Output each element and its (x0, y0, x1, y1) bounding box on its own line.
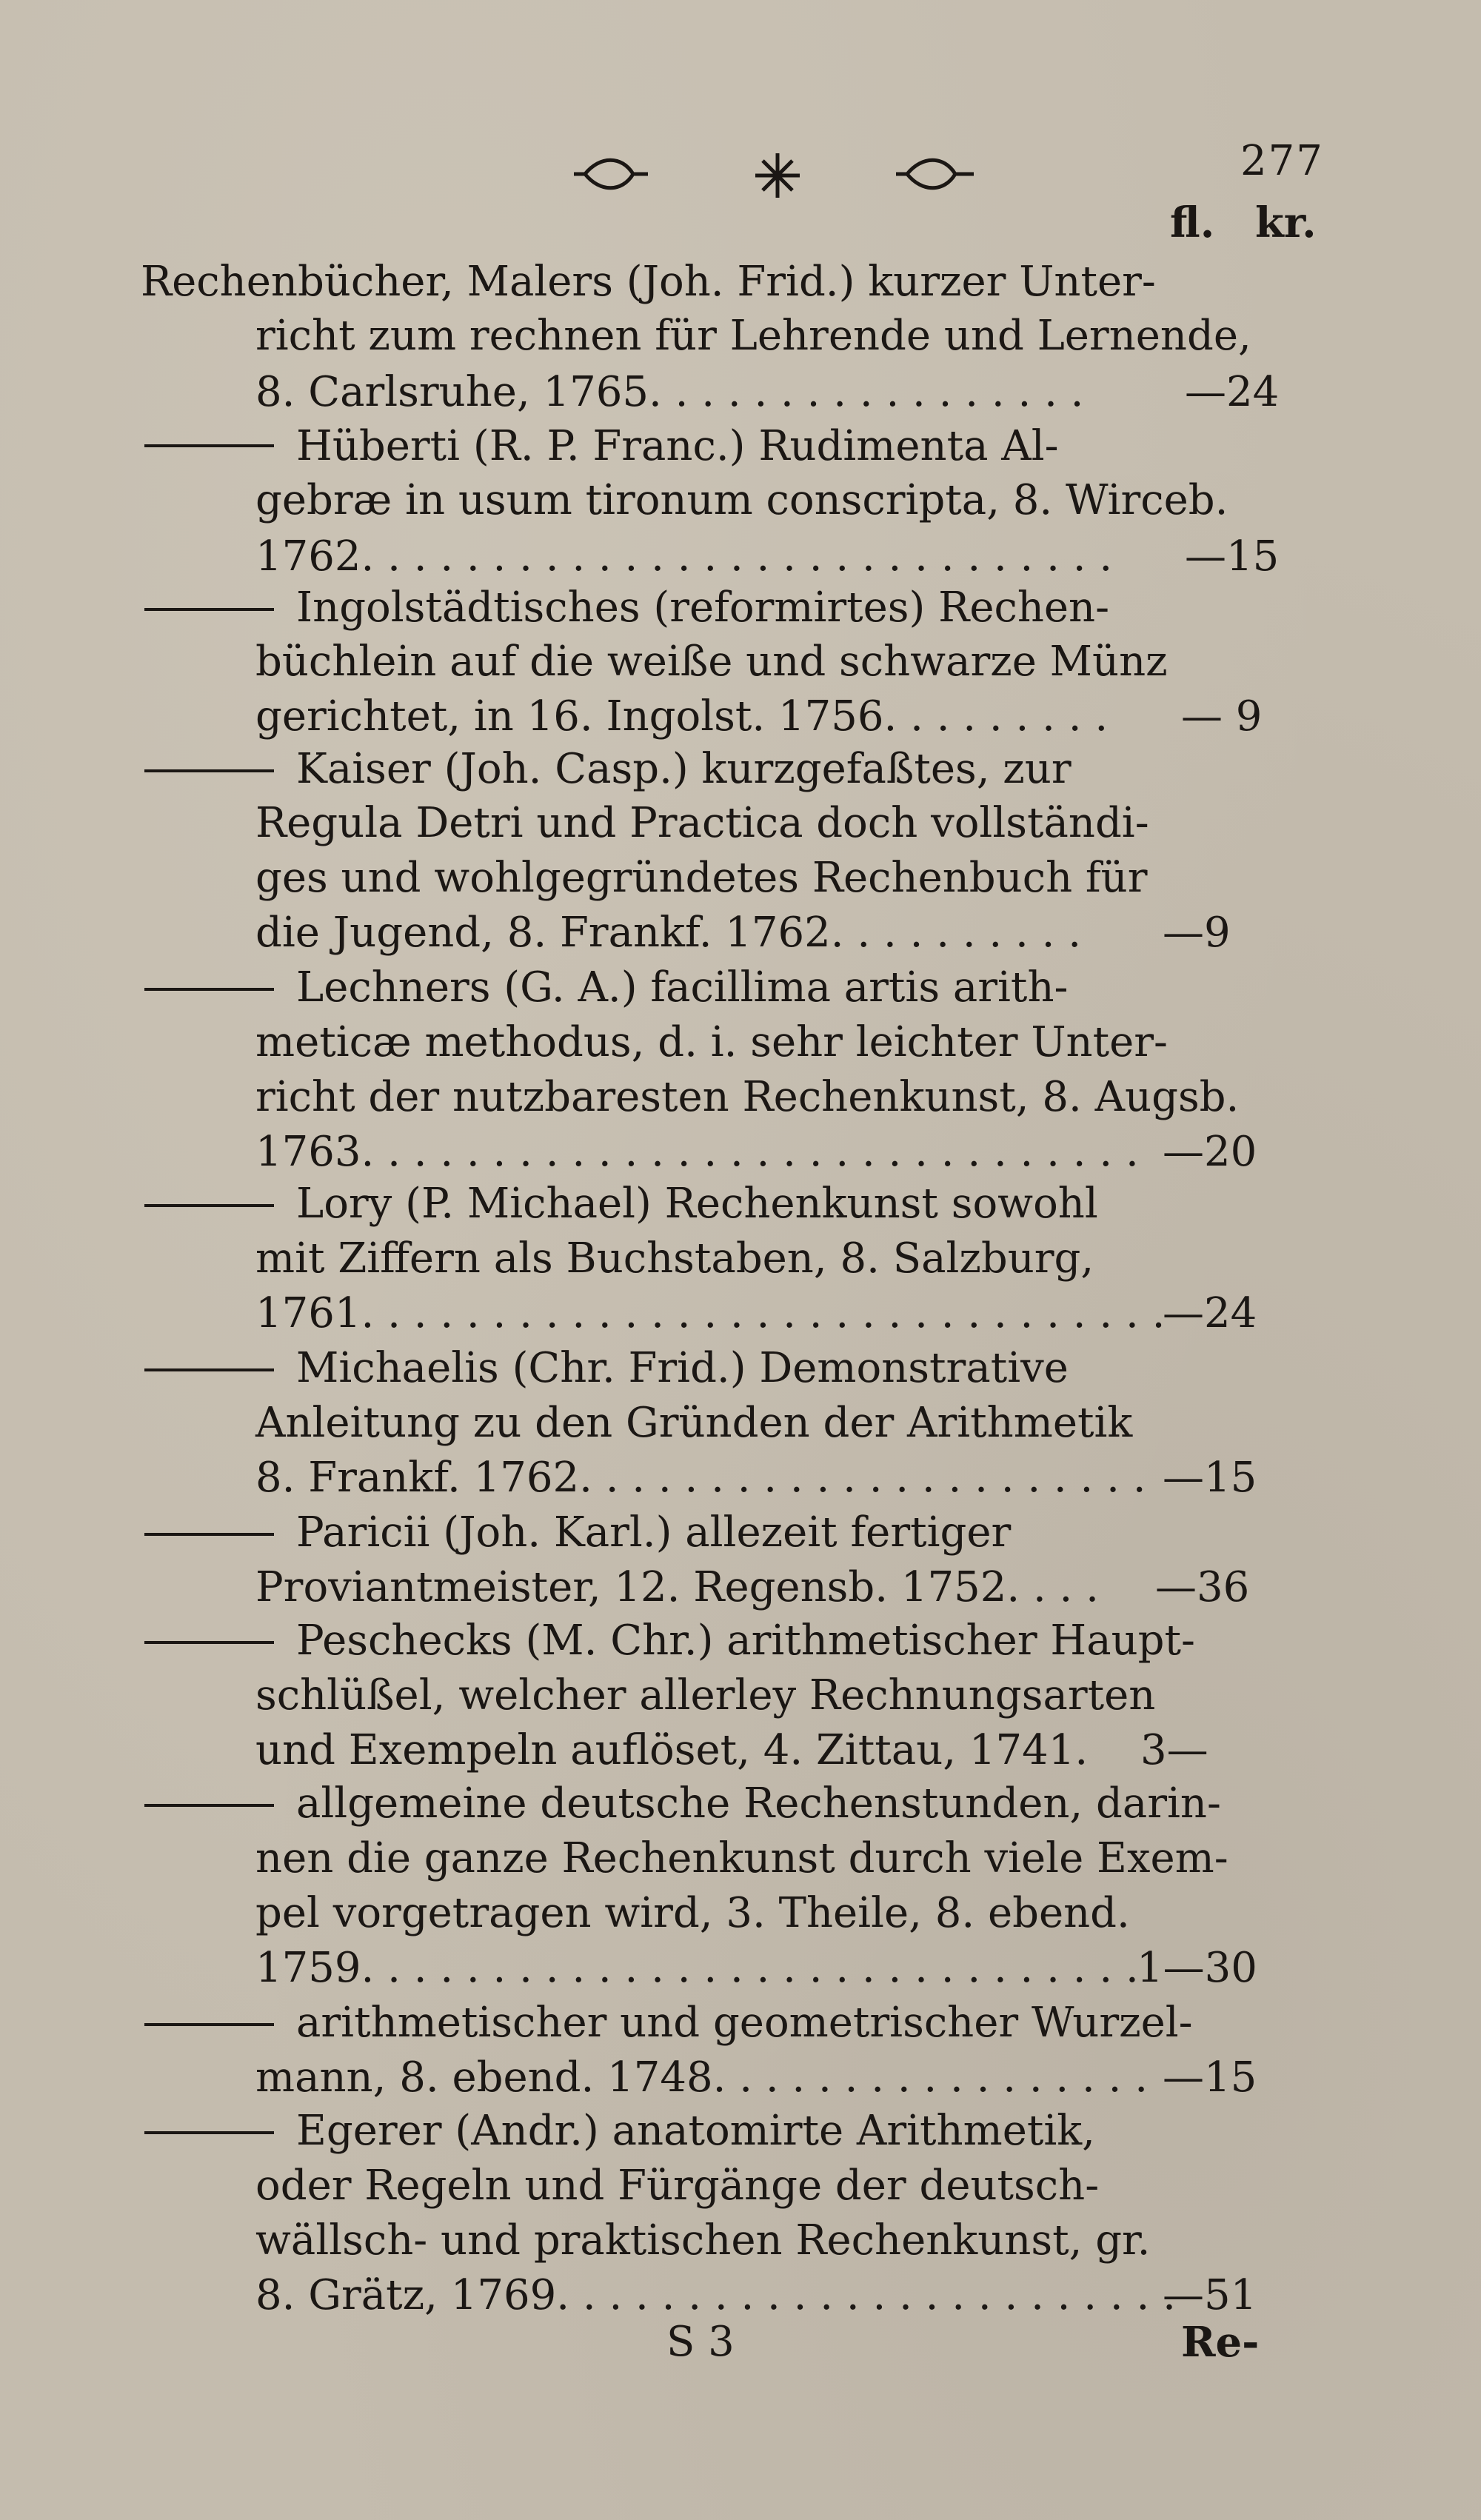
entry-line: ges und wohlgegründetes Rechenbuch für (255, 854, 1148, 902)
entry-line: Kaiser (Joh. Casp.) kurzgefaßtes, zur (296, 745, 1072, 793)
entry-line: Ingolstädtisches (reformirtes) Rechen- (296, 584, 1110, 632)
entry-price: —24 (1163, 1289, 1257, 1337)
signature-mark: S 3 (666, 2318, 735, 2366)
entry-line: und Exempeln auflöset, 4. Zittau, 1741. (255, 1726, 1089, 1774)
entry-price: —9 (1163, 909, 1231, 957)
entry-line: 8. Carlsruhe, 1765. . . . . . . . . . . . . . . . . (255, 368, 1084, 416)
entry-price: 3— (1140, 1726, 1208, 1774)
entry-line: Rechenbücher, Malers (Joh. Frid.) kurzer Unter- (141, 258, 1156, 306)
entry-price: —20 (1163, 1128, 1257, 1176)
page-number: 277 (1240, 137, 1324, 185)
entry-line: richt der nutzbaresten Rechenkunst, 8. Augsb. (255, 1073, 1240, 1121)
entry-line: 8. Grätz, 1769. . . . . . . . . . . . . . . . . . . . . . . . (255, 2271, 1176, 2319)
entry-price: — 9 (1181, 692, 1263, 741)
entry-line: die Jugend, 8. Frankf. 1762. . . . . . . . . . (255, 909, 1082, 957)
entry-price: —15 (1185, 532, 1280, 581)
entry-line: allgemeine deutsche Rechenstunden, darin- (296, 1779, 1221, 1828)
entry-price: —24 (1185, 368, 1280, 416)
ditto-dash (144, 444, 274, 447)
ditto-dash (144, 1368, 274, 1371)
entry-line: Michaelis (Chr. Frid.) Demonstrative (296, 1344, 1069, 1392)
ditto-dash (144, 2131, 274, 2134)
entry-line: Hüberti (R. P. Franc.) Rudimenta Al- (296, 422, 1059, 470)
entry-line: mann, 8. ebend. 1748. . . . . . . . . . . . . . . . . (255, 2053, 1149, 2102)
entry-line: mit Ziffern als Buchstaben, 8. Salzburg, (255, 1234, 1094, 1283)
entry-line: pel vorgetragen wird, 3. Theile, 8. ebend. (255, 1889, 1130, 1937)
entry-line: gebræ in usum tironum conscripta, 8. Wirceb. (255, 476, 1228, 524)
entry-line: Egerer (Andr.) anatomirte Arithmetik, (296, 2107, 1095, 2155)
entry-line: Peschecks (M. Chr.) arithmetischer Haupt- (296, 1617, 1195, 1665)
entry-price: —36 (1155, 1563, 1250, 1611)
ditto-dash (144, 2023, 274, 2026)
entry-line: 8. Frankf. 1762. . . . . . . . . . . . . . . . . . . . . . (255, 1454, 1146, 1502)
entry-price: 1—30 (1137, 1944, 1257, 1992)
entry-line: nen die ganze Rechenkunst durch viele Exem- (255, 1834, 1228, 1882)
entry-line: 1759. . . . . . . . . . . . . . . . . . . . . . . . . . . . . . (255, 1944, 1139, 1992)
entry-line: Lechners (G. A.) facillima artis arith- (296, 963, 1069, 1012)
ditto-dash (144, 1804, 274, 1807)
column-header-fl: fl. (1170, 198, 1215, 247)
entry-line: oder Regeln und Fürgänge der deutsch- (255, 2162, 1100, 2210)
entry-price: —15 (1163, 1454, 1257, 1502)
entry-line: Lory (P. Michael) Rechenkunst sowohl (296, 1180, 1098, 1228)
entry-line: 1762. . . . . . . . . . . . . . . . . . . . . . . . . . . . . (255, 532, 1113, 581)
entry-line: Anleitung zu den Gründen der Arithmetik (255, 1399, 1133, 1447)
ditto-dash (144, 1204, 274, 1207)
entry-line: gerichtet, in 16. Ingolst. 1756. . . . . . . . . (255, 692, 1109, 741)
ditto-dash (144, 608, 274, 611)
entry-line: 1761. . . . . . . . . . . . . . . . . . . . . . . . . . . . . . . (255, 1289, 1166, 1337)
entry-price: —51 (1163, 2271, 1257, 2319)
entry-line: Paricii (Joh. Karl.) allezeit fertiger (296, 1508, 1012, 1557)
entry-line: arithmetischer und geometrischer Wurzel- (296, 1999, 1193, 2047)
entry-line: meticæ methodus, d. i. sehr leichter Unter- (255, 1018, 1168, 1066)
ditto-dash (144, 1641, 274, 1644)
entry-price: —15 (1163, 2053, 1257, 2102)
column-header-kr: kr. (1255, 198, 1317, 247)
entry-line: richt zum rechnen für Lehrende und Lernende, (255, 312, 1251, 360)
entry-line: wällsch- und praktischen Rechenkunst, gr. (255, 2216, 1151, 2265)
entry-line: büchlein auf die weiße und schwarze Münz (255, 638, 1168, 686)
entry-line: Proviantmeister, 12. Regensb. 1752. . . . (255, 1563, 1099, 1611)
entry-line: Regula Detri und Practica doch vollständi- (255, 799, 1149, 847)
entry-line: schlüßel, welcher allerley Rechnungsarten (255, 1671, 1156, 1719)
ditto-dash (144, 1533, 274, 1536)
entry-line: 1763. . . . . . . . . . . . . . . . . . . . . . . . . . . . . . (255, 1128, 1139, 1176)
catchword: Re- (1181, 2318, 1260, 2367)
ditto-dash (144, 769, 274, 772)
ditto-dash (144, 988, 274, 991)
